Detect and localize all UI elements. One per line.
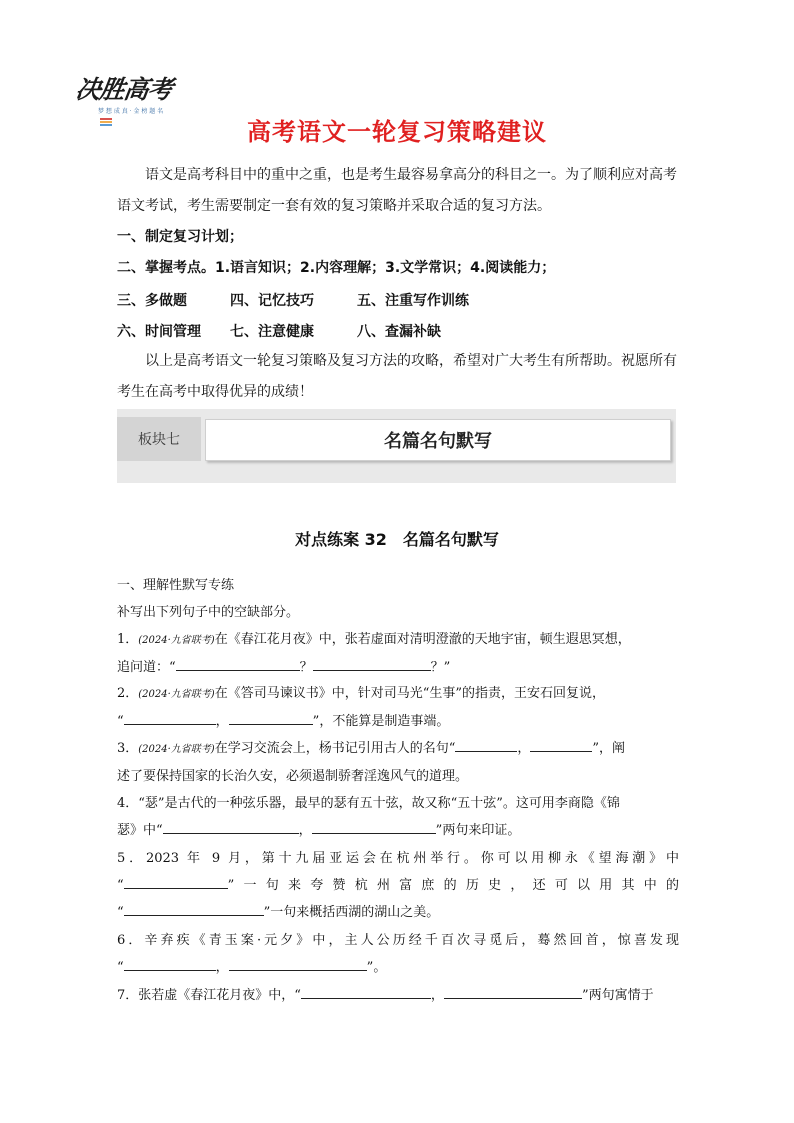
step-2: 二、掌握考点。1.语言知识；2.内容理解；3.文学常识；4.阅读能力； [117,260,556,276]
question-3: 3．(2024·九省联考)在学习交流会上，杨书记引用古人的名句“ ， ”，阐 述了要保持国家的长治久安，必须遏制骄奢淫逸风气的道理。 [117,735,679,790]
question-1: 1．(2024·九省联考)在《春江花月夜》中，张若虚面对清明澄澈的天地宇宙，顿生遐思冥想， 追问道：“ ？ ？” [117,632,631,675]
answer-blank[interactable] [229,711,313,725]
step-4: 四、记忆技巧 [230,293,314,309]
answer-blank[interactable] [530,738,592,752]
step-7: 七、注意健康 [230,324,314,340]
step-5: 五、注重写作训练 [357,293,469,309]
answer-blank[interactable] [313,657,431,671]
step-1: 一、制定复习计划； [117,229,243,245]
step-6: 六、时间管理 [117,324,201,340]
step-3: 三、多做题 [117,293,187,309]
answer-blank[interactable] [124,711,216,725]
answer-blank[interactable] [124,902,264,916]
question-source: (2024·九省联考) [138,635,215,646]
document-title: 高考语文一轮复习策略建议 [247,118,547,146]
question-4: 4．“瑟”是古代的一种弦乐器，最早的瑟有五十弦，故又称“五十弦”。这可用李商隐《锦 瑟》中“ ， ”两句来印证。 [117,796,620,838]
question-6: 6．辛弃疾《青玉案·元夕》中，主人公历经千百次寻觅后，蓦然回首，惊喜发现 “ ， ”。 [117,933,679,975]
logo-text: 决胜高考 [73,75,174,104]
part-heading: 一、理解性默写专练 [117,578,235,593]
intro-paragraph: 语文是高考科目中的重中之重，也是考生最容易拿高分的科目之一。为了顺利应对高考语文考试，考生需要制定一套有效的复习策略并采取合适的复习方法。 [117,167,677,214]
answer-blank[interactable] [444,985,582,999]
answer-blank[interactable] [124,875,228,889]
question-2: 2．(2024·九省联考)在《答司马谏议书》中，针对司马光“生事”的指责，王安石回复说， “ ， ”，不能算是制造事端。 [117,686,606,729]
question-7: 7．张若虚《春江花月夜》中，“ ， ”两句寓情于 [117,982,679,1009]
banner-title: 名篇名句默写 [205,419,671,461]
banner-tab: 板块七 [117,417,201,461]
instruction: 补写出下列句子中的空缺部分。 [117,605,300,620]
answer-blank[interactable] [229,957,367,971]
answer-blank[interactable] [124,957,216,971]
section-banner [117,409,676,483]
answer-blank[interactable] [176,657,300,671]
section-title: 对点练案 32 名篇名句默写 [295,530,499,549]
question-5: 5．2023 年 9 月，第十九届亚运会在杭州举行。你可以用柳永《望海潮》中 “ ”一句来夸赞杭州富庶的历史，还可以用其中的 “ ”一句来概括西湖的湖山之美。 [117,851,679,920]
question-source: (2024·九省联考) [138,744,215,755]
answer-blank[interactable] [455,738,517,752]
answer-blank[interactable] [312,820,436,834]
step-8: 八、查漏补缺 [357,324,441,340]
logo-subtitle: 梦 想 成 真 · 金 榜 题 名 [98,108,164,115]
conclusion-paragraph: 以上是高考语文一轮复习策略及复习方法的攻略，希望对广大考生有所帮助。祝愿所有考生在高考中取得优异的成绩！ [117,353,677,400]
answer-blank[interactable] [163,820,299,834]
answer-blank[interactable] [301,985,431,999]
question-source: (2024·九省联考) [138,689,215,700]
